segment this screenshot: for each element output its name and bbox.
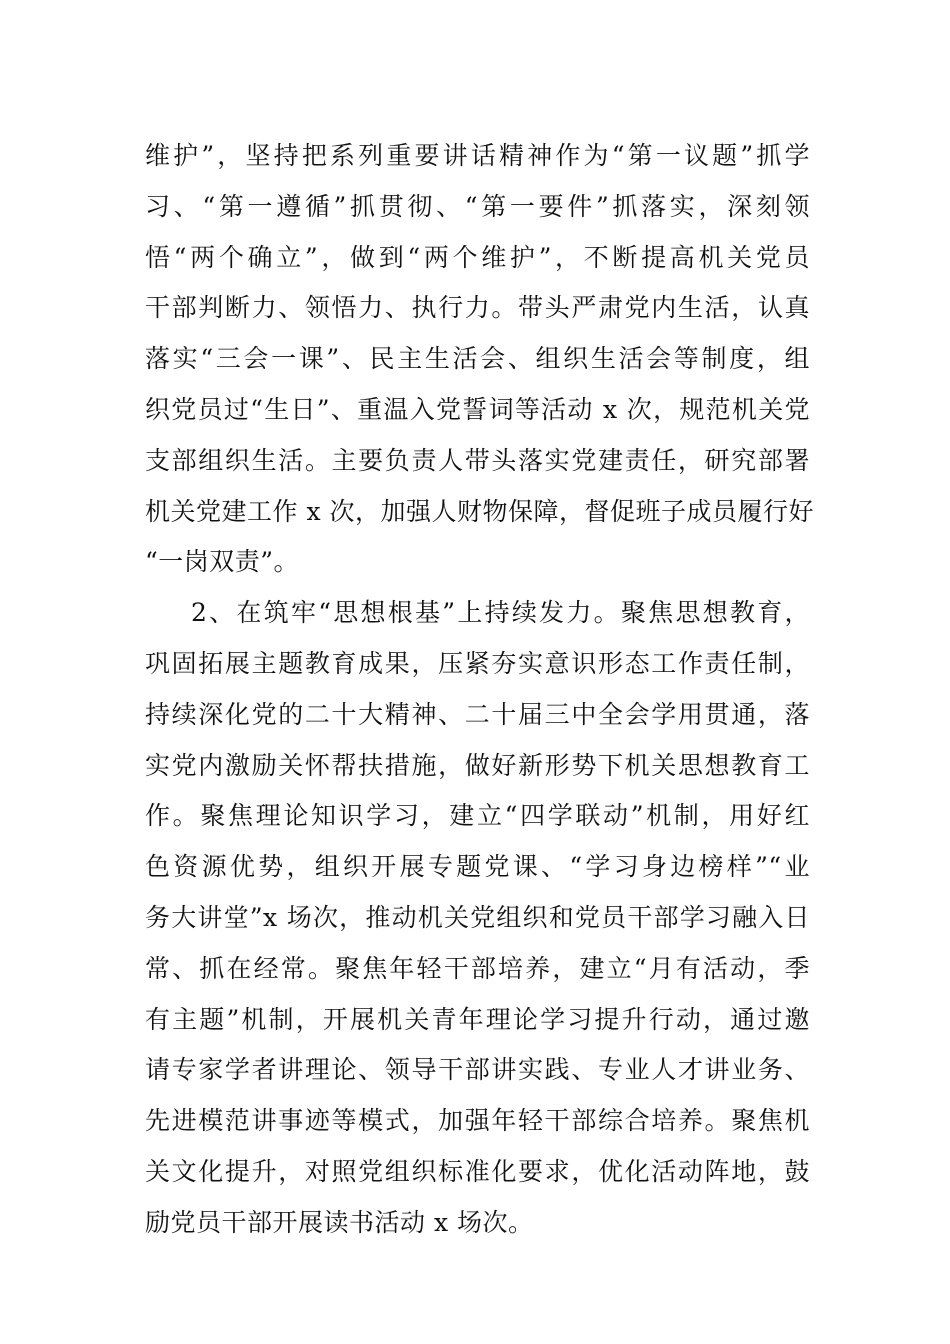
paragraph-line: 落实“三会一课”、民主生活会、组织生活会等制度，组: [145, 344, 810, 374]
paragraph-line: 实党内激励关怀帮扶措施，做好新形势下机关思想教育工: [145, 750, 810, 780]
paragraph-line: 色资源优势，组织开展专题党课、“学习身边榜样”“业: [145, 852, 810, 882]
paragraph-line: 请专家学者讲理论、领导干部讲实践、专业人才讲业务、: [145, 1055, 810, 1085]
paragraph-line: 干部判断力、领悟力、执行力。带头严肃党内生活，认真: [145, 293, 810, 323]
paragraph-1: [145, 131, 814, 588]
paragraph-line: 2、在筑牢“思想根基”上持续发力。聚焦思想教育，: [191, 598, 810, 628]
paragraph-line: 作。聚焦理论知识学习，建立“四学联动”机制，用好红: [145, 801, 810, 831]
paragraph-line: 支部组织生活。主要负责人带头落实党建责任，研究部署: [145, 445, 810, 475]
paragraph-line: 关文化提升，对照党组织标准化要求，优化活动阵地，鼓: [145, 1156, 810, 1186]
paragraph-line: 持续深化党的二十大精神、二十届三中全会学用贯通，落: [145, 699, 810, 729]
paragraph-line: 织党员过“生日”、重温入党誓词等活动 x 次，规范机关党: [145, 394, 810, 424]
paragraph-line: 常、抓在经常。聚焦年轻干部培养，建立“月有活动，季: [145, 953, 810, 983]
paragraph-line: 习、“第一遵循”抓贯彻、“第一要件”抓落实，深刻领: [145, 191, 810, 221]
paragraph-line: 机关党建工作 x 次，加强人财物保障，督促班子成员履行好: [145, 496, 814, 526]
paragraph-2: [145, 588, 810, 1248]
paragraph-line: 巩固拓展主题教育成果，压紧夯实意识形态工作责任制，: [145, 648, 810, 678]
paragraph-line: 务大讲堂”x 场次，推动机关党组织和党员干部学习融入日: [145, 902, 810, 932]
paragraph-line: 先进模范讲事迹等模式，加强年轻干部综合培养。聚焦机: [145, 1106, 810, 1136]
paragraph-line: 维护”，坚持把系列重要讲话精神作为“第一议题”抓学: [145, 141, 810, 170]
document-body: [145, 131, 814, 1249]
paragraph-line: “一岗双责”。: [145, 547, 300, 577]
paragraph-line: 悟“两个确立”，做到“两个维护”，不断提高机关党员: [145, 242, 810, 272]
paragraph-line: 有主题”机制，开展机关青年理论学习提升行动，通过邀: [145, 1004, 810, 1034]
paragraph-line: 励党员干部开展读书活动 x 场次。: [145, 1207, 534, 1237]
